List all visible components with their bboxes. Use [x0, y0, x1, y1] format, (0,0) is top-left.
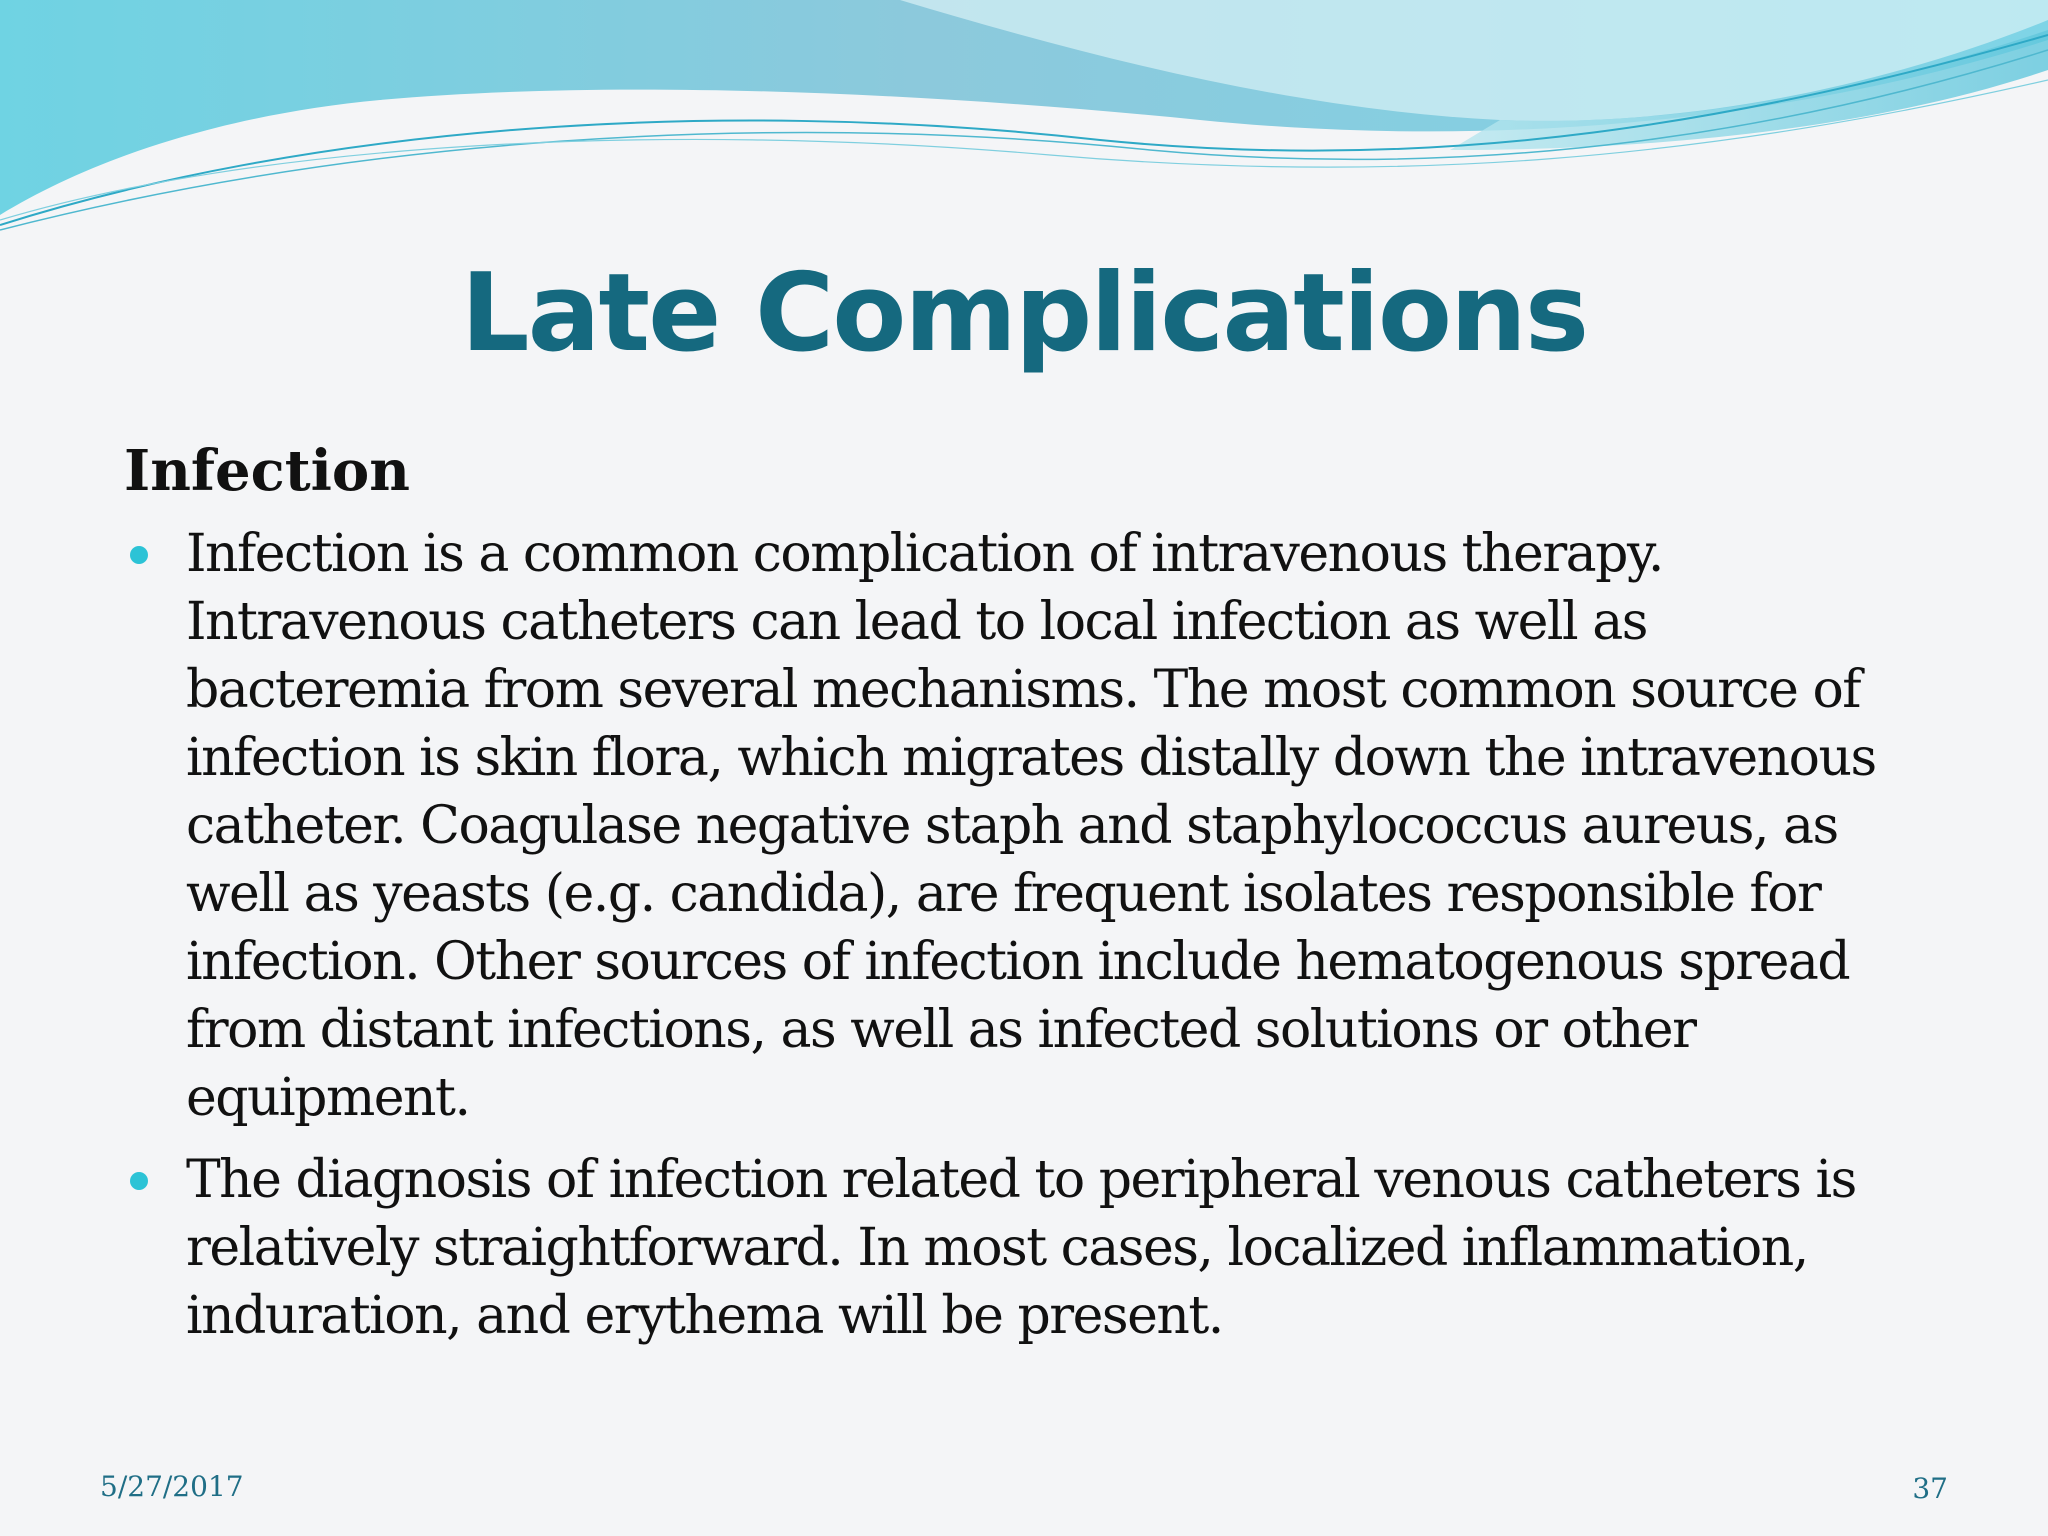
footer-date: 5/27/2017: [100, 1470, 244, 1503]
slide-title: Late Complications: [460, 251, 1588, 376]
page-number: 37: [1912, 1472, 1948, 1505]
bullet-text: Infection is a common complication of intravenous therapy. Intravenous catheters can lead to local infection as well as bacteremia from several mechanisms. The most common source of infection is skin flora, which migrates distally down the intravenous catheter. Coagulase negative staph and staphylococcus aureus, as well as yeasts (e.g. candida), are frequent isolates responsible for infection. Other sources of infection include hematogenous spread from distant infections, as well as infected solutions or other equipment.: [186, 524, 1876, 1128]
bullet-icon: [130, 546, 148, 564]
bullet-item: [124, 1146, 1944, 1350]
section-heading: Infection: [124, 438, 410, 504]
bullet-icon: [130, 1172, 148, 1190]
bullet-item: [124, 520, 1944, 1132]
header-wave-decoration: [0, 0, 2048, 260]
bullet-text: The diagnosis of infection related to peripheral venous catheters is relatively straightforward. In most cases, localized inflammation, induration, and erythema will be present.: [186, 1150, 1856, 1346]
bullet-list: [124, 520, 1944, 1364]
